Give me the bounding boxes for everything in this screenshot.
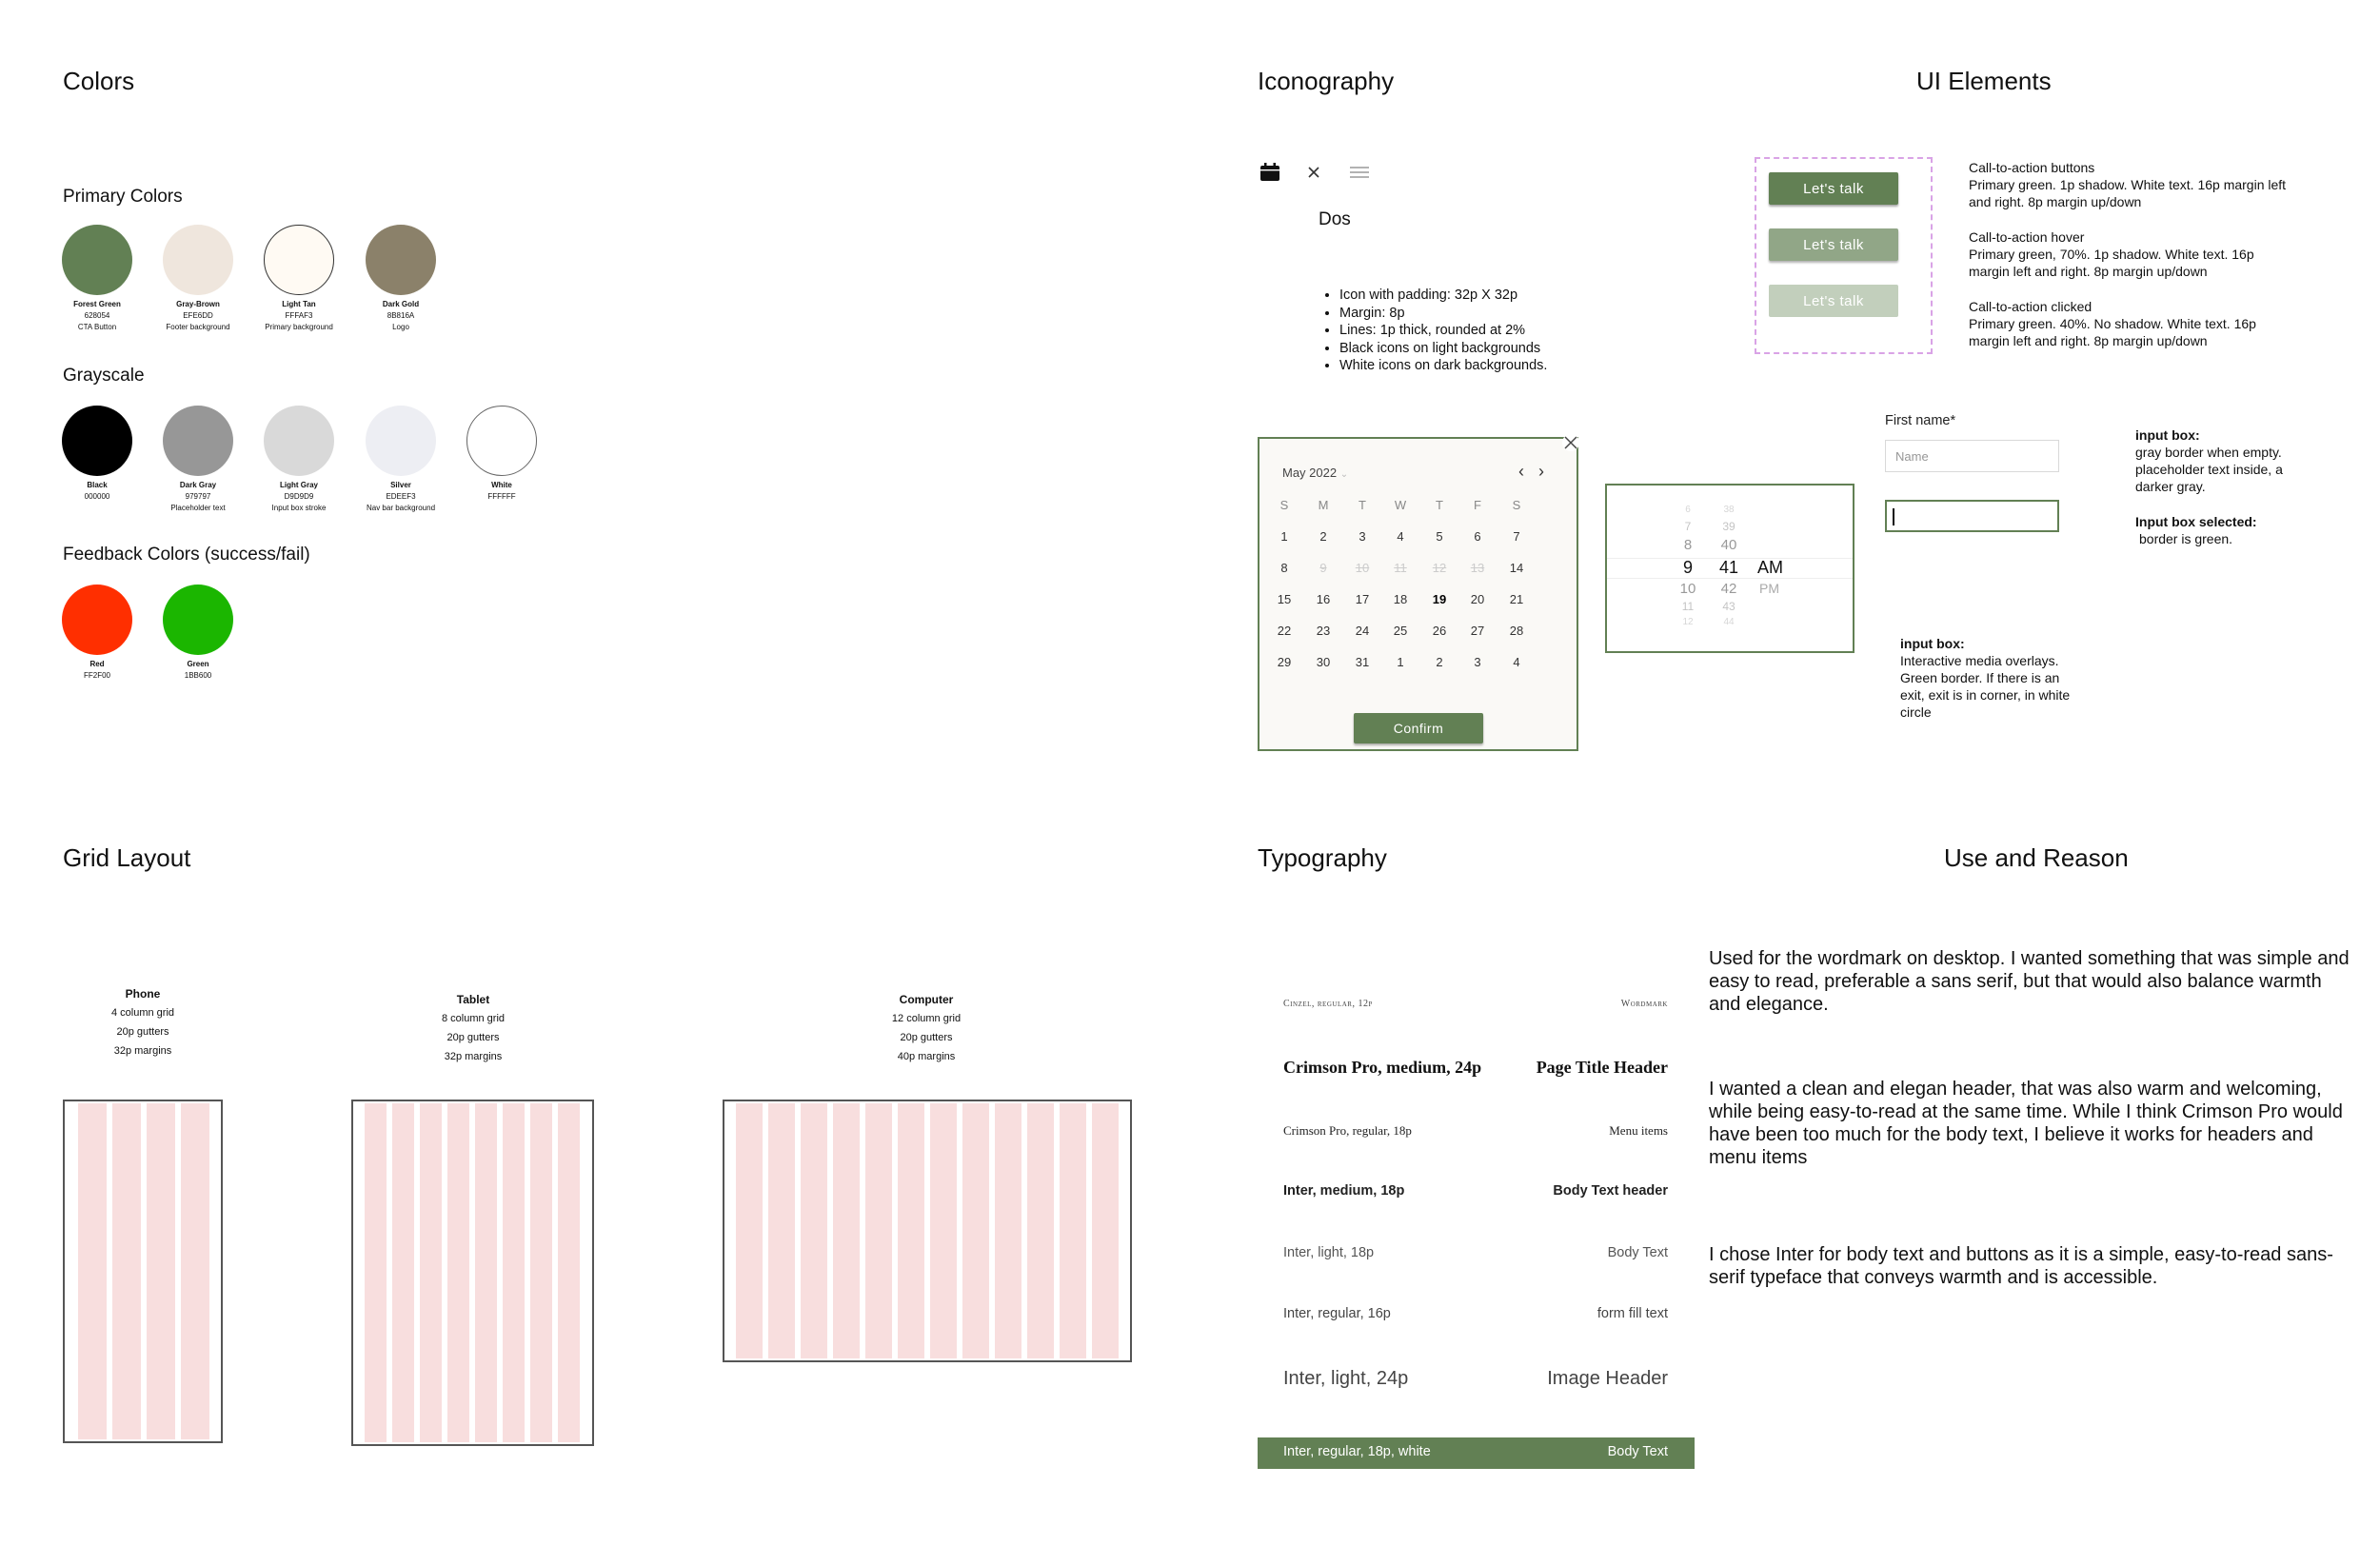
grid-layout-title: Grid Layout: [63, 843, 191, 872]
grid-column: [1060, 1103, 1086, 1358]
time-picker: [1605, 484, 1854, 653]
hour-option[interactable]: 11: [1681, 600, 1695, 613]
typo-row-crimson-medium: [1283, 1058, 1668, 1078]
list-item: • Black icons on light backgrounds: [1339, 340, 1648, 358]
grid-margins: 40p margins: [897, 1051, 956, 1062]
swatch-hex: 000000: [84, 492, 110, 501]
minute-selected[interactable]: 41: [1718, 558, 1739, 577]
grid-column: [558, 1103, 580, 1442]
grid-column: [503, 1103, 525, 1442]
minute-option[interactable]: 38: [1723, 505, 1735, 515]
typo-row-cinzel: [1283, 999, 1668, 1009]
calendar-day[interactable]: 24: [1355, 624, 1370, 638]
color-circle: [62, 406, 132, 476]
swatch-black: [45, 406, 149, 503]
swatch-use: Placeholder text: [170, 504, 226, 512]
grid-column: [736, 1103, 763, 1358]
swatch-use: Primary background: [265, 323, 333, 331]
minute-option[interactable]: 44: [1723, 617, 1735, 627]
weekday-label: S: [1279, 498, 1289, 512]
typo-use: form fill text: [1597, 1306, 1668, 1321]
ui-elements-title: UI Elements: [1916, 67, 2052, 95]
swatch-dark-gray: [146, 406, 250, 514]
grid-column: [365, 1103, 387, 1442]
cta-note-body: Primary green. 1p shadow. White text. 16p margin left and right. 8p margin up/down: [1969, 177, 2287, 209]
first-name-label: First name*: [1885, 413, 1956, 428]
grid-column: [392, 1103, 414, 1442]
swatch-hex: EDEEF3: [386, 492, 416, 501]
grid-column: [995, 1103, 1021, 1358]
calendar-day[interactable]: 14: [1509, 561, 1524, 575]
calendar-day[interactable]: 15: [1277, 592, 1292, 606]
color-circle: [62, 585, 132, 655]
typo-row-inter-medium: [1283, 1183, 1668, 1199]
phone-grid-frame: [63, 1100, 223, 1443]
hour-option[interactable]: 10: [1679, 581, 1696, 597]
grid-column: [112, 1103, 141, 1439]
cta-note-body: Primary green. 40%. No shadow. White text. 16p margin left and right. 8p margin up/down: [1969, 316, 2256, 348]
calendar-day[interactable]: 8: [1280, 561, 1288, 575]
typo-row-inter-regular: [1283, 1306, 1668, 1321]
typo-spec: Inter, regular, 16p: [1283, 1306, 1391, 1321]
typo-spec: Inter, regular, 18p, white: [1283, 1444, 1431, 1459]
swatch-name: Dark Gray: [179, 481, 217, 489]
calendar-day[interactable]: 4: [1397, 529, 1404, 544]
swatch-hex: FFFFFF: [487, 492, 516, 501]
date-picker: [1258, 437, 1578, 751]
color-circle: [163, 406, 233, 476]
grid-column: [1092, 1103, 1119, 1358]
cta-clicked-note: [1969, 298, 2292, 349]
color-circle: [264, 225, 334, 295]
input-box-note: [2135, 426, 2307, 495]
menu-icon: [1349, 166, 1370, 179]
calendar-day[interactable]: 23: [1316, 624, 1331, 638]
phone-grid-label: [86, 984, 200, 1060]
grid-column: [530, 1103, 552, 1442]
swatch-hex: 628054: [84, 311, 110, 320]
typo-spec: Crimson Pro, regular, 18p: [1283, 1123, 1412, 1138]
typo-row-crimson-regular: [1283, 1123, 1668, 1139]
grid-column: [181, 1103, 209, 1439]
calendar-day[interactable]: 21: [1509, 592, 1524, 606]
note-body: gray border when empty. placeholder text inside, a darker gray.: [2135, 445, 2283, 494]
input-selected-note: [2135, 513, 2307, 547]
calendar-day[interactable]: 16: [1316, 592, 1331, 606]
reason-body: I chose Inter for body text and buttons as it is a simple, easy-to-read sans-serif typeface that conveys warmth and is accessible.: [1709, 1244, 2333, 1288]
calendar-day[interactable]: 29: [1277, 655, 1292, 669]
swatch-name: Red: [89, 660, 105, 668]
list-item: • Icon with padding: 32p X 32p: [1339, 287, 1648, 305]
grid-column: [768, 1103, 795, 1358]
typo-spec: Inter, medium, 18p: [1283, 1183, 1405, 1199]
calendar-day[interactable]: 26: [1432, 624, 1447, 638]
cta-note-body: Primary green, 70%. 1p shadow. White text. 16p margin left and right. 8p margin up/down: [1969, 247, 2254, 279]
period-option[interactable]: PM: [1759, 581, 1779, 596]
grid-title: Computer: [899, 993, 954, 1006]
minute-option[interactable]: 40: [1720, 537, 1737, 553]
overlay-note: [1900, 635, 2076, 721]
text-cursor: [1893, 508, 1894, 525]
typo-use: Image Header: [1547, 1368, 1668, 1389]
swatch-name: Green: [187, 660, 209, 668]
weekday-label: F: [1474, 498, 1481, 512]
typo-row-inter-light-24: [1283, 1368, 1668, 1390]
swatch-light-gray: [247, 406, 351, 514]
use-reason-title: Use and Reason: [1944, 843, 2129, 872]
swatch-use: Nav bar background: [366, 504, 436, 512]
calendar-day-disabled: 9: [1319, 561, 1327, 575]
calendar-day[interactable]: 25: [1393, 624, 1408, 638]
calendar-day[interactable]: 3: [1474, 655, 1481, 669]
prev-month-button[interactable]: ‹: [1518, 462, 1524, 481]
typo-use: Menu items: [1609, 1123, 1668, 1138]
cta-button-clicked[interactable]: Let's talk: [1769, 285, 1898, 317]
swatch-hex: D9D9D9: [284, 492, 314, 501]
overlay-close-button[interactable]: [1562, 434, 1579, 451]
swatch-hex: 8B816A: [387, 311, 415, 320]
typo-use: Page Title Header: [1536, 1058, 1668, 1077]
typo-row-inter-light: [1283, 1245, 1668, 1260]
typo-row-inter-white: [1283, 1444, 1668, 1459]
typo-spec: Inter, light, 24p: [1283, 1368, 1409, 1389]
swatch-name: White: [491, 481, 512, 489]
calendar-day[interactable]: 2: [1436, 655, 1443, 669]
swatch-hex: 1BB600: [184, 671, 212, 680]
grid-columns: 4 column grid: [110, 1007, 175, 1019]
swatch-name: Forest Green: [73, 300, 121, 308]
typo-spec: Crimson Pro, medium, 24p: [1283, 1058, 1482, 1077]
swatch-use: Input box stroke: [271, 504, 327, 512]
close-icon: [1307, 166, 1320, 179]
minute-option[interactable]: 42: [1720, 581, 1737, 597]
hour-option[interactable]: 7: [1684, 520, 1692, 533]
grid-gutters: 20p gutters: [116, 1026, 169, 1038]
swatch-name: Light Tan: [282, 300, 316, 308]
calendar-day[interactable]: 17: [1355, 592, 1370, 606]
list-item: • Lines: 1p thick, rounded at 2%: [1339, 322, 1648, 340]
dos-title: Dos: [1319, 209, 1351, 229]
grid-gutters: 20p gutters: [900, 1032, 953, 1043]
grid-column: [78, 1103, 107, 1439]
color-circle: [366, 406, 436, 476]
computer-grid-frame: [723, 1100, 1132, 1362]
calendar-day-today[interactable]: 19: [1432, 592, 1447, 606]
grid-column: [420, 1103, 442, 1442]
name-placeholder: Name: [1895, 448, 1929, 464]
color-circle: [466, 406, 537, 476]
list-item: • White icons on dark backgrounds.: [1339, 357, 1648, 375]
weekday-label: T: [1436, 498, 1443, 512]
weekday-label: T: [1359, 498, 1366, 512]
calendar-day[interactable]: 1: [1397, 655, 1404, 669]
confirm-button[interactable]: Confirm: [1354, 713, 1483, 743]
grid-column: [962, 1103, 989, 1358]
grid-column: [801, 1103, 827, 1358]
typo-use: Body Text: [1607, 1245, 1668, 1260]
color-circle: [366, 225, 436, 295]
swatch-name: Light Gray: [279, 481, 318, 489]
calendar-day[interactable]: 31: [1355, 655, 1370, 669]
color-circle: [62, 225, 132, 295]
grid-column: [1027, 1103, 1054, 1358]
minute-option[interactable]: 43: [1722, 600, 1735, 613]
weekday-label: S: [1512, 498, 1521, 512]
swatch-red: [45, 585, 149, 682]
icon-guidelines-list: [1324, 287, 1648, 375]
primary-colors-title: Primary Colors: [63, 187, 183, 207]
grayscale-title: Grayscale: [63, 366, 145, 386]
hour-option[interactable]: 6: [1685, 505, 1691, 515]
hour-selected[interactable]: 9: [1682, 558, 1693, 577]
typo-use: Body Text: [1607, 1444, 1668, 1459]
swatch-name: Silver: [390, 481, 411, 489]
cta-button-hover[interactable]: Let's talk: [1769, 228, 1898, 261]
hour-option[interactable]: 8: [1683, 537, 1693, 553]
tablet-grid-label: [416, 990, 530, 1066]
cta-note-title: Call-to-action buttons: [1969, 160, 2095, 175]
note-body: border is green.: [2139, 531, 2233, 546]
tablet-grid-frame: [351, 1100, 594, 1446]
cta-note: [1969, 159, 2292, 210]
calendar-day[interactable]: 30: [1316, 655, 1331, 669]
grid-column: [930, 1103, 957, 1358]
cta-button[interactable]: Let's talk: [1769, 172, 1898, 205]
color-circle: [264, 406, 334, 476]
calendar-day-disabled: 12: [1432, 561, 1447, 575]
name-input-empty[interactable]: [1885, 440, 2059, 472]
cta-note-title: Call-to-action clicked: [1969, 299, 2092, 314]
note-title: Input box selected:: [2135, 514, 2257, 529]
chevron-down-icon: ⌄: [1339, 469, 1349, 480]
computer-grid-label: [869, 990, 983, 1066]
grid-title: Phone: [125, 987, 161, 1001]
grid-columns: 12 column grid: [891, 1013, 962, 1024]
grid-column: [475, 1103, 497, 1442]
swatch-dark-gold: [348, 225, 453, 333]
grid-title: Tablet: [456, 993, 490, 1006]
calendar-day-disabled: 13: [1470, 561, 1485, 575]
swatch-use: CTA Button: [77, 323, 117, 331]
calendar-day[interactable]: 20: [1470, 592, 1485, 606]
note-title: input box:: [2135, 427, 2200, 443]
calendar-day[interactable]: 18: [1393, 592, 1408, 606]
name-input-selected[interactable]: [1885, 500, 2059, 532]
swatch-name: Gray-Brown: [176, 300, 220, 308]
swatch-hex: EFE6DD: [183, 311, 213, 320]
cta-note-title: Call-to-action hover: [1969, 229, 2085, 245]
typo-use: Wordmark: [1620, 999, 1668, 1009]
note-title: input box:: [1900, 636, 1965, 651]
calendar-day[interactable]: 4: [1513, 655, 1520, 669]
typo-spec: Cinzel, regular, 12p: [1283, 999, 1373, 1009]
calendar-day[interactable]: 5: [1436, 529, 1443, 544]
swatch-use: Logo: [392, 323, 409, 331]
close-icon: [1562, 434, 1579, 451]
month-text: May 2022: [1282, 466, 1338, 480]
calendar-day-disabled: 11: [1394, 561, 1407, 575]
typo-use: Body Text header: [1553, 1183, 1668, 1199]
note-body: Interactive media overlays. Green border. If there is an exit, exit is in corner, in white circle: [1900, 653, 2071, 720]
swatch-forest-green: [45, 225, 149, 333]
period-selected[interactable]: AM: [1757, 558, 1783, 577]
grid-column: [865, 1103, 892, 1358]
calendar-icon: [1259, 163, 1280, 182]
swatch-green: [146, 585, 250, 682]
swatch-hex: 979797: [185, 492, 211, 501]
list-item: • Margin: 8p: [1339, 305, 1648, 323]
month-label[interactable]: [1282, 466, 1348, 480]
cta-hover-note: [1969, 228, 2292, 280]
calendar-day[interactable]: 27: [1470, 624, 1485, 638]
calendar-day[interactable]: 22: [1277, 624, 1292, 638]
swatch-white: [449, 406, 554, 503]
color-circle: [163, 225, 233, 295]
swatch-use: Footer background: [166, 323, 230, 331]
grid-margins: 32p margins: [444, 1051, 503, 1062]
reason-header: I wanted a clean and elegan header, that was also warm and welcoming, while being easy-to-read at the same time. While I think Crimson Pro would have been too much for the body text, I believe it works for headers and menu items: [1709, 1079, 2343, 1168]
calendar-day[interactable]: 2: [1319, 529, 1327, 544]
grid-column: [898, 1103, 924, 1358]
swatch-hex: FFFAF3: [285, 311, 313, 320]
swatch-silver: [348, 406, 453, 514]
colors-title: Colors: [63, 67, 135, 95]
calendar-day[interactable]: 28: [1509, 624, 1524, 638]
minute-option[interactable]: 39: [1722, 520, 1735, 533]
typography-title: Typography: [1258, 843, 1387, 872]
reason-wordmark: Used for the wordmark on desktop. I wanted something that was simple and easy to read, preferable a sans serif, but that would also balance warmth and elegance.: [1709, 948, 2350, 1015]
iconography-title: Iconography: [1258, 67, 1395, 95]
swatch-light-tan: [247, 225, 351, 333]
grid-columns: 8 column grid: [441, 1013, 506, 1024]
calendar-day[interactable]: 1: [1280, 529, 1288, 544]
calendar-day[interactable]: 6: [1474, 529, 1481, 544]
calendar-day-disabled: 10: [1355, 561, 1370, 575]
swatch-gray-brown: [146, 225, 250, 333]
typo-spec: Inter, light, 18p: [1283, 1245, 1375, 1260]
calendar-day[interactable]: 3: [1359, 529, 1366, 544]
next-month-button[interactable]: ›: [1538, 462, 1544, 481]
calendar-day[interactable]: 7: [1513, 529, 1520, 544]
color-circle: [163, 585, 233, 655]
swatch-hex: FF2F00: [83, 671, 110, 680]
grid-gutters: 20p gutters: [446, 1032, 500, 1043]
swatch-name: Dark Gold: [382, 300, 420, 308]
hour-option[interactable]: 12: [1682, 617, 1694, 627]
grid-column: [833, 1103, 860, 1358]
weekday-label: W: [1394, 498, 1407, 512]
grid-margins: 32p margins: [113, 1045, 172, 1057]
grid-column: [147, 1103, 175, 1439]
feedback-colors-title: Feedback Colors (success/fail): [63, 545, 310, 565]
swatch-name: Black: [87, 481, 108, 489]
grid-column: [447, 1103, 469, 1442]
weekday-label: M: [1318, 498, 1329, 512]
